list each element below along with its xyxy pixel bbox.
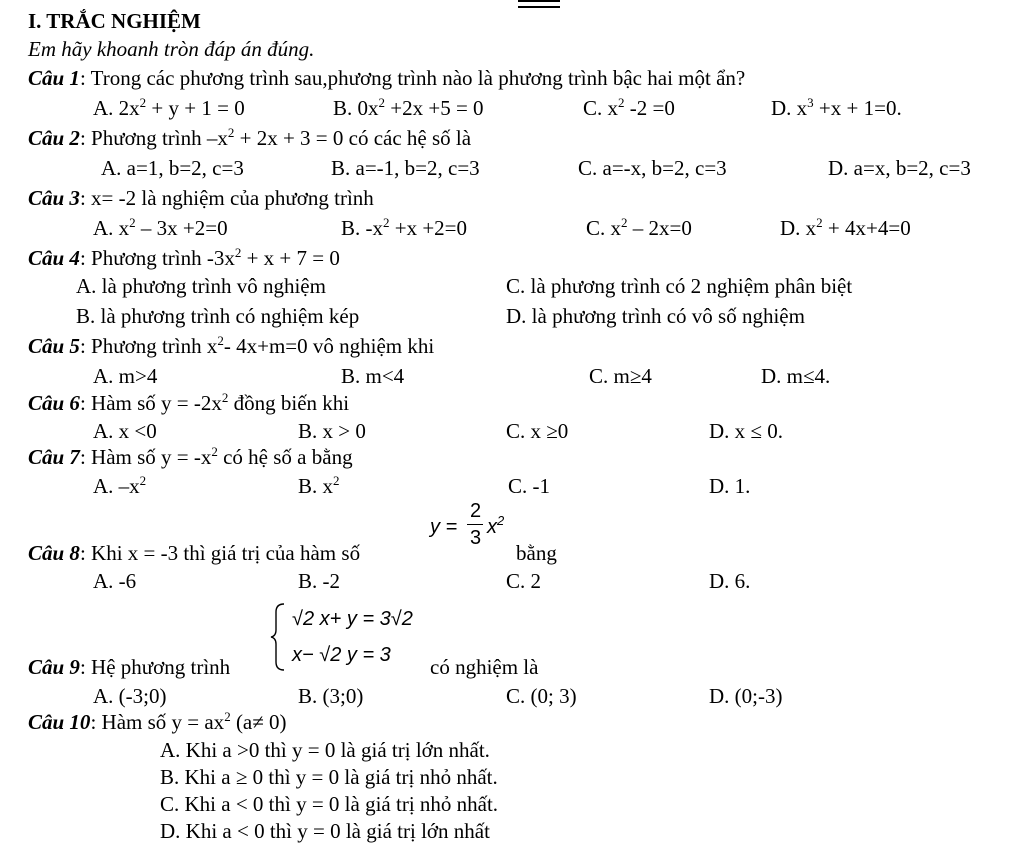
question-label: Câu 8	[28, 541, 80, 565]
q8-option-c[interactable]: C. 2	[506, 569, 542, 593]
q8-formula-x: $x^2$	[487, 513, 505, 538]
q9-option-b[interactable]: B. (3;0)	[298, 684, 364, 708]
q9-option-d[interactable]: D. (0;-3)	[709, 684, 783, 708]
q6-option-b[interactable]: B. x > 0	[298, 419, 366, 443]
section-title: I. TRẮC NGHIỆM	[28, 9, 201, 33]
q1-option-d[interactable]: D. $x^3 +x + 1=0$.	[771, 95, 902, 120]
q8-option-a[interactable]: A. -6	[93, 569, 137, 593]
q6-option-a[interactable]: A. x <0	[93, 419, 157, 443]
q4-option-b[interactable]: B. là phương trình có nghiệm kép	[76, 304, 360, 328]
q7-option-a[interactable]: A. $-x^2$	[93, 473, 147, 498]
q8-formula-numerator: 2	[470, 500, 482, 522]
question-3: Câu 3: x= -2 là nghiệm của phương trình	[28, 186, 374, 210]
question-10: Câu 10: Hàm số $y = ax^2$ (a≠ 0)	[28, 709, 287, 734]
q8-text-after: bằng	[516, 541, 557, 565]
q7-option-d[interactable]: D. 1.	[709, 474, 751, 498]
q5-option-d[interactable]: D. m≤4.	[761, 364, 831, 388]
q10-option-d[interactable]: D. Khi a < 0 thì y = 0 là giá trị lớn nhất	[160, 819, 490, 843]
q4-option-d[interactable]: D. là phương trình có vô số nghiệm	[506, 304, 805, 328]
q3-option-d[interactable]: D. $x^2 + 4x+4=0$	[780, 215, 911, 240]
q8-formula-y: y =	[430, 516, 458, 538]
q9-text-after: có nghiệm là	[430, 655, 539, 679]
q1-option-b[interactable]: B. $0x^2 +2x +5 = 0$	[333, 95, 484, 120]
q9-equation-1: √2 x+ y = 3√2	[292, 608, 413, 630]
question-7: Câu 7: Hàm số $y = -x^2$ có hệ số a bằng	[28, 444, 353, 469]
q2-option-c[interactable]: C. a=-x, b=2, c=3	[578, 156, 727, 180]
question-label: Câu 5	[28, 334, 80, 358]
question-label: Câu 3	[28, 186, 80, 210]
q9-option-a[interactable]: A. (-3;0)	[93, 684, 167, 708]
question-label: Câu 6	[28, 391, 80, 415]
question-label: Câu 2	[28, 126, 80, 150]
q3-option-a[interactable]: A. $x^2 - 3x +2=0$	[93, 215, 228, 240]
q4-option-a[interactable]: A. là phương trình vô nghiệm	[76, 274, 326, 298]
question-label: Câu 1	[28, 66, 80, 90]
header-cut-decoration	[518, 0, 560, 8]
q8-formula-denominator: 3	[470, 527, 482, 549]
q9-system-brace	[270, 602, 288, 672]
q10-option-a[interactable]: A. Khi a >0 thì y = 0 là giá trị lớn nhất.	[160, 738, 490, 762]
q1-option-a[interactable]: A. $2x^2 + y + 1 = 0$	[93, 95, 245, 120]
q9-option-c[interactable]: C. (0; 3)	[506, 684, 577, 708]
q9-equation-2: x− √2 y = 3	[292, 644, 391, 666]
question-9: Câu 9: Hệ phương trình	[28, 655, 231, 679]
q8-option-d[interactable]: D. 6.	[709, 569, 751, 593]
q2-option-a[interactable]: A. a=1, b=2, c=3	[101, 156, 244, 180]
instruction: Em hãy khoanh tròn đáp án đúng.	[28, 37, 315, 61]
q8-fraction-bar	[467, 524, 483, 525]
question-2: Câu 2: Phương trình $-x^2 + 2x + 3 = 0$ có các hệ số là	[28, 125, 472, 150]
q10-option-b[interactable]: B. Khi a ≥ 0 thì y = 0 là giá trị nhỏ nhất.	[160, 765, 498, 789]
q8-option-b[interactable]: B. -2	[298, 569, 340, 593]
question-4: Câu 4: Phương trình $-3x^2 + x + 7 = 0$	[28, 245, 340, 270]
q3-option-c[interactable]: C. $x^2 - 2x=0$	[586, 215, 692, 240]
q3-option-b[interactable]: B. $-x^2 +x +2=0$	[341, 215, 468, 240]
question-text: : Trong các phương trình sau,phương trình nào là phương trình bậc hai một ẩn?	[79, 66, 746, 90]
question-label: Câu 10	[28, 710, 91, 734]
q2-option-b[interactable]: B. a=-1, b=2, c=3	[331, 156, 480, 180]
q7-option-b[interactable]: B. $x^2$	[298, 473, 340, 498]
q4-option-c[interactable]: C. là phương trình có 2 nghiệm phân biệt	[506, 274, 853, 298]
q10-option-c[interactable]: C. Khi a < 0 thì y = 0 là giá trị nhỏ nhất.	[160, 792, 499, 816]
q5-option-c[interactable]: C. m≥4	[589, 364, 652, 388]
question-label: Câu 4	[28, 246, 80, 270]
q1-option-c[interactable]: C. $x^2$ -2 =0	[583, 95, 675, 120]
q6-option-d[interactable]: D. x ≤ 0.	[709, 419, 783, 443]
question-6: Câu 6: Hàm số $y = -2x^2$ đồng biến khi	[28, 390, 350, 415]
question-label: Câu 9	[28, 655, 80, 679]
q5-option-b[interactable]: B. m<4	[341, 364, 405, 388]
question-1	[28, 65, 745, 91]
q5-option-a[interactable]: A. m>4	[93, 364, 158, 388]
q2-option-d[interactable]: D. a=x, b=2, c=3	[828, 156, 971, 180]
q6-option-c[interactable]: C. x ≥0	[506, 419, 569, 443]
q7-option-c[interactable]: C. -1	[508, 474, 550, 498]
question-5: Câu 5: Phương trình $x^2-$ 4x+m=0 vô nghiệm khi	[28, 333, 435, 358]
question-8: Câu 8: Khi x = -3 thì giá trị của hàm số	[28, 541, 361, 565]
question-label: Câu 7	[28, 445, 80, 469]
